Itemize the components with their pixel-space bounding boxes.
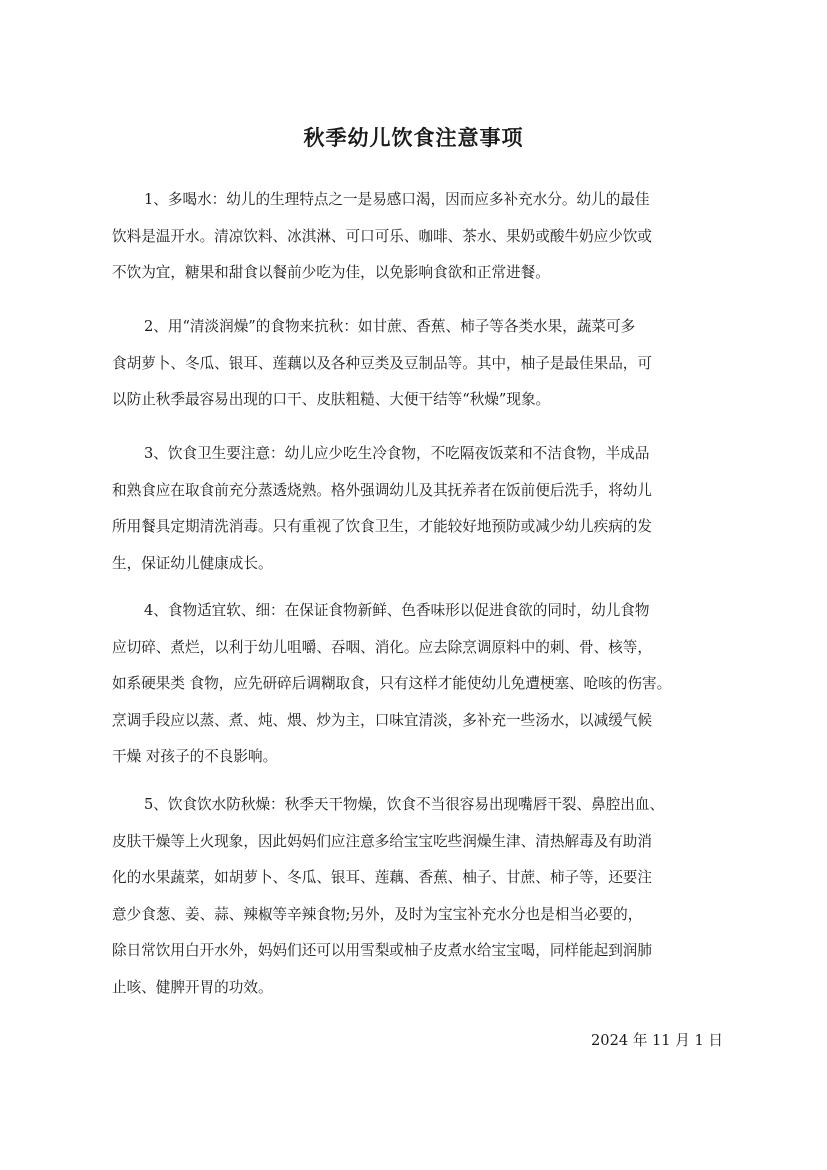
paragraph-line: 化的水果蔬菜，如胡萝卜、冬瓜、银耳、莲藕、香蕉、柚子、甘蔗、柿子等，还要注 [112,869,652,886]
paragraph-line: 意少食葱、姜、蒜、辣椒等辛辣食物;另外，及时为宝宝补充水分也是相当必要的， [112,905,643,923]
paragraph-line: 不饮为宜，糖果和甜食以餐前少吃为佳，以免影响食欲和正常进餐。 [112,264,550,281]
paragraph-line: 生，保证幼儿健康成长。 [112,554,273,572]
document-title: 秋季幼儿饮食注意事项 [303,125,524,150]
paragraph-line: 和熟食应在取食前充分蒸透烧熟。格外强调幼儿及其抚养者在饭前便后洗手，将幼儿 [112,481,652,499]
paragraph-line: 止咳、健脾开胃的功效。 [112,978,273,996]
paragraph-line: 如系硬果类 食物，应先研碎后调糊取食，只有这样才能使幼儿免遭梗塞、呛咳的伤害。 [112,675,672,692]
paragraph-4 [112,593,724,776]
paragraph-line: 干燥 对孩子的不良影响。 [112,748,278,765]
paragraph-line: 所用餐具定期清洗消毒。只有重视了饮食卫生，才能较好地预防或减少幼儿疾病的发 [112,518,652,535]
paragraph-line: 饮料是温开水。清凉饮料、冰淇淋、可口可乐、咖啡、茶水、果奶或酸牛奶应少饮或 [112,227,652,245]
paragraph-line: 4、食物适宜软、细：在保证食物新鲜、色香味形以促进食欲的同时，幼儿食物 [144,602,650,619]
paragraph-line: 3、饮食卫生要注意：幼儿应少吃生冷食物，不吃隔夜饭菜和不洁食物，半成品 [144,445,650,462]
paragraph-3 [112,436,724,582]
paragraph-1 [112,182,724,292]
paragraph-line: 以防止秋季最容易出现的口干、皮肤粗糙、大便干结等“秋燥”现象。 [112,391,551,408]
paragraph-line: 除日常饮用白开水外，妈妈们还可以用雪梨或柚子皮煮水给宝宝喝，同样能起到润肺 [112,942,652,959]
paragraph-line: 食胡萝卜、冬瓜、银耳、莲藕以及各种豆类及豆制品等。其中，柚子是最佳果品，可 [112,354,652,372]
paragraph-line: 2、用“清淡润燥”的食物来抗秋：如甘蔗、香蕉、柿子等各类水果，蔬菜可多 [144,318,636,335]
paragraph-line: 5、饮食饮水防秋燥：秋季天干物燥，饮食不当很容易出现嘴唇干裂、鼻腔出血、 [144,796,665,813]
paragraph-line: 烹调手段应以蒸、煮、炖、煨、炒为主，口味宜清淡，多补充一些汤水，以减缓气候 [112,711,652,729]
paragraph-line: 应切碎、煮烂，以利于幼儿咀嚼、吞咽、消化。应去除烹调原料中的刺、骨、核等， [112,638,652,656]
document-date: 2024 年 11 月 1 日 [591,1032,723,1049]
paragraph-2 [112,309,724,419]
paragraph-line: 1、多喝水：幼儿的生理特点之一是易感口渴，因而应多补充水分。幼儿的最佳 [144,191,650,208]
paragraph-5 [112,787,724,1006]
paragraph-line: 皮肤干燥等上火现象，因此妈妈们应注意多给宝宝吃些润燥生津、清热解毒及有助消 [112,832,652,850]
